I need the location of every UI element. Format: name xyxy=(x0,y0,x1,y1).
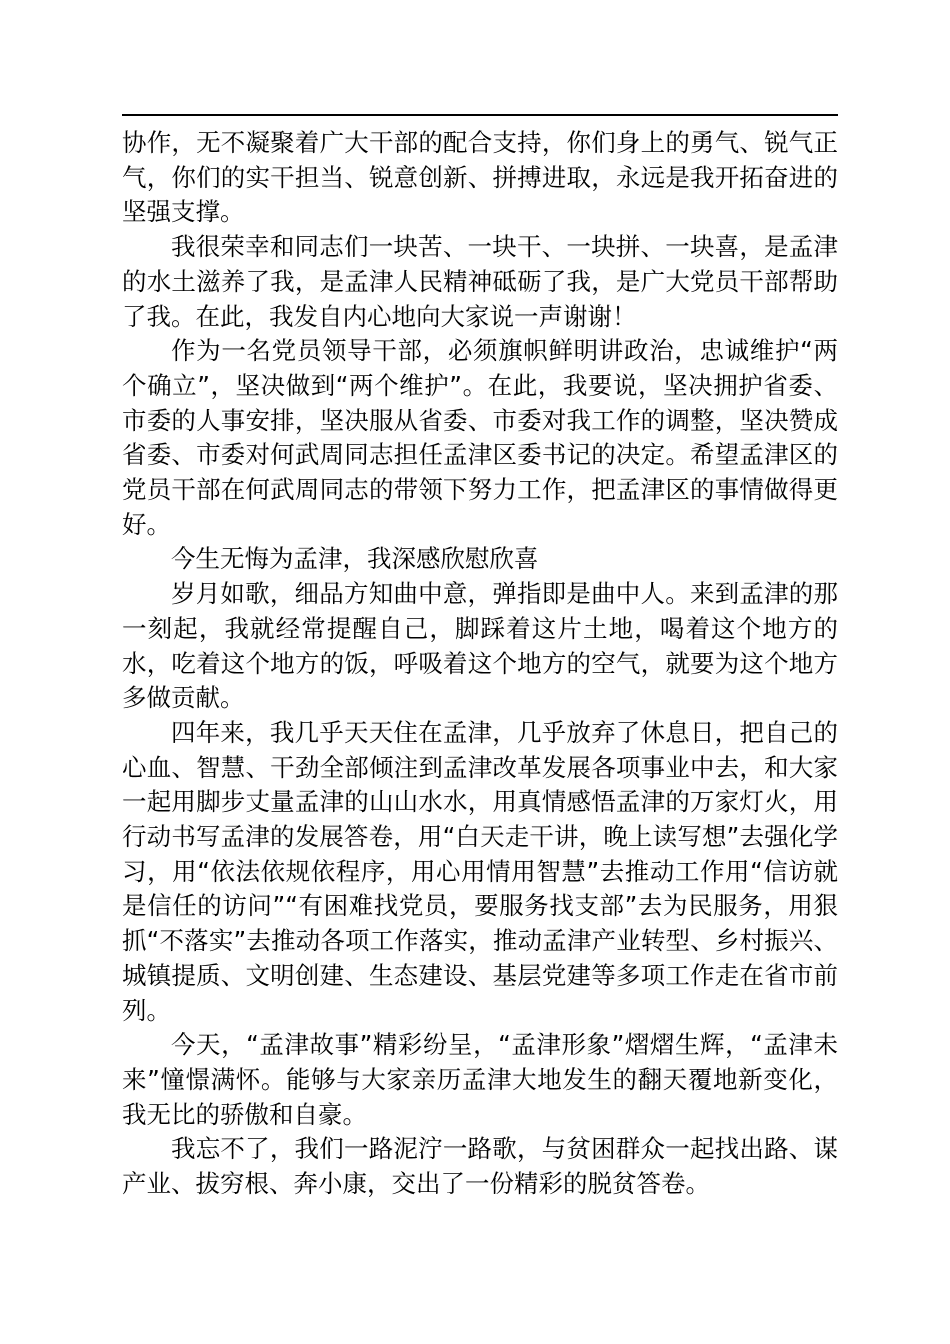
paragraph: 作为一名党员领导干部，必须旗帜鲜明讲政治，忠诚维护“两个确立”，坚决做到“两个维护”。在此，我要说，坚决拥护省委、市委的人事安排，坚决服从省委、市委对我工作的调整，坚决赞成省委、市委对何武周同志担任孟津区委书记的决定。希望孟津区的党员干部在何武周同志的带领下努力工作，把孟津区的事情做得更好。 xyxy=(122,336,838,539)
paragraph: 我很荣幸和同志们一块苦、一块干、一块拼、一块喜，是孟津的水土滋养了我，是孟津人民精神砥砺了我，是广大党员干部帮助了我。在此，我发自内心地向大家说一声谢谢！ xyxy=(122,232,838,331)
paragraph-continuation: 协作，无不凝聚着广大干部的配合支持，你们身上的勇气、锐气正气，你们的实干担当、锐意创新、拼搏进取，永远是我开拓奋进的坚强支撑。 xyxy=(122,128,838,227)
paragraph: 岁月如歌，细品方知曲中意，弹指即是曲中人。来到孟津的那一刻起，我就经常提醒自己，脚踩着这片土地，喝着这个地方的水，吃着这个地方的饭，呼吸着这个地方的空气，就要为这个地方多做贡献。 xyxy=(122,579,838,713)
document-body xyxy=(122,126,838,1202)
paragraph: 四年来，我几乎天天住在孟津，几乎放弃了休息日，把自己的心血、智慧、干劲全部倾注到孟津改革发展各项事业中去，和大家一起用脚步丈量孟津的山山水水，用真情感悟孟津的万家灯火，用行动书写孟津的发展答卷，用“白天走干讲，晚上读写想”去强化学习，用“依法依规依程序，用心用情用智慧”去推动工作用“信访就是信任的访问”“有困难找党员，要服务找支部”去为民服务，用狠抓“不落实”去推动各项工作落实，推动孟津产业转型、乡村振兴、城镇提质、文明创建、生态建设、基层党建等多项工作走在省市前列。 xyxy=(122,717,838,1025)
header-rule xyxy=(122,114,838,116)
paragraph: 今天，“孟津故事”精彩纷呈，“孟津形象”熠熠生辉，“孟津未来”憧憬满怀。能够与大家亲历孟津大地发生的翻天覆地新变化，我无比的骄傲和自豪。 xyxy=(122,1030,838,1129)
paragraph: 我忘不了，我们一路泥泞一路歌，与贫困群众一起找出路、谋产业、拔穷根、奔小康，交出了一份精彩的脱贫答卷。 xyxy=(122,1134,838,1199)
section-heading: 今生无悔为孟津，我深感欣慰欣喜 xyxy=(171,544,539,574)
